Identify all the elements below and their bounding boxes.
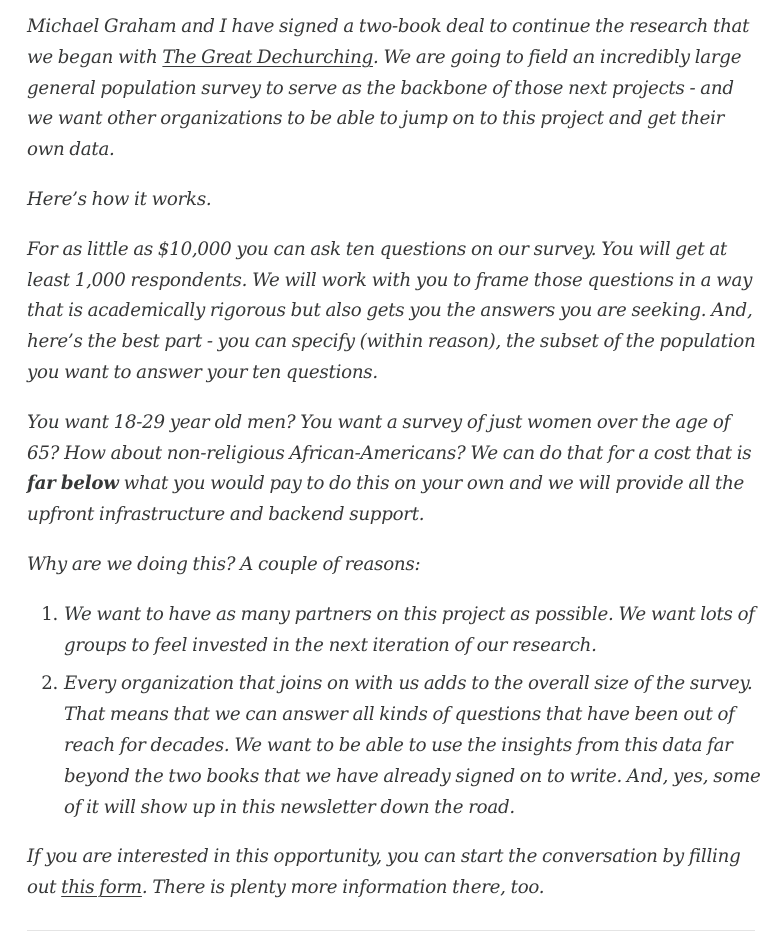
list-item: 2. Every organization that joins on with us adds to the overall size of the survey. That means that we can answer all kinds of questions that have been out of reach for decades. We want to be able to use the insights from this data far beyond the two books that we have already signed on to write. And, yes, some of it will show up in this newsletter down the road.	[63, 669, 762, 823]
this-form-link[interactable]: this form	[61, 877, 142, 899]
paragraph-cta-text-end: . There is plenty more information there, too.	[141, 877, 545, 899]
divider	[27, 930, 755, 931]
reasons-list	[27, 600, 762, 824]
paragraph-how-it-works: Here’s how it works.	[27, 188, 212, 210]
paragraph-book-deal-text-end: . We are going to field an incredibly large general population survey to serve as the backbone of those next projects - and we want other organizations to be able to jump on to this project and get their own data.	[27, 46, 742, 161]
paragraph-audience-text: You want 18-29 year old men? You want a survey of just women over the age of 65? How about non-religious African-Americans? We can do that for a cost that is	[27, 411, 752, 464]
paragraph-why: Why are we doing this? A couple of reasons:	[27, 553, 421, 575]
paragraph-call-to-action	[27, 842, 762, 904]
article-body	[27, 12, 762, 923]
great-dechurching-link[interactable]: The Great Dechurching	[162, 46, 373, 68]
paragraph-cta-text: If you are interested in this opportunity, you can start the conversation by filling out	[27, 846, 741, 899]
paragraph-pricing: For as little as $10,000 you can ask ten questions on our survey. You will get at least 1,000 respondents. We will work with you to frame those questions in a way that is academically rigorous but also gets you the answers you are seeking. And, here’s the best part - you can specify (within reason), the subset of the population you want to answer your ten questions.	[27, 238, 756, 383]
paragraph-book-deal-text: Michael Graham and I have signed a two-book deal to continue the research that we began with	[27, 16, 750, 68]
paragraph-audience	[27, 408, 762, 531]
paragraph-book-deal	[27, 12, 762, 166]
emphasis-far-below: far below	[27, 473, 119, 495]
paragraph-audience-text-end: what you would pay to do this on your own and we will provide all the upfront infrastructure and backend support.	[27, 473, 745, 526]
list-item: 1. We want to have as many partners on this project as possible. We want lots of groups to feel invested in the next iteration of our research.	[63, 600, 762, 662]
